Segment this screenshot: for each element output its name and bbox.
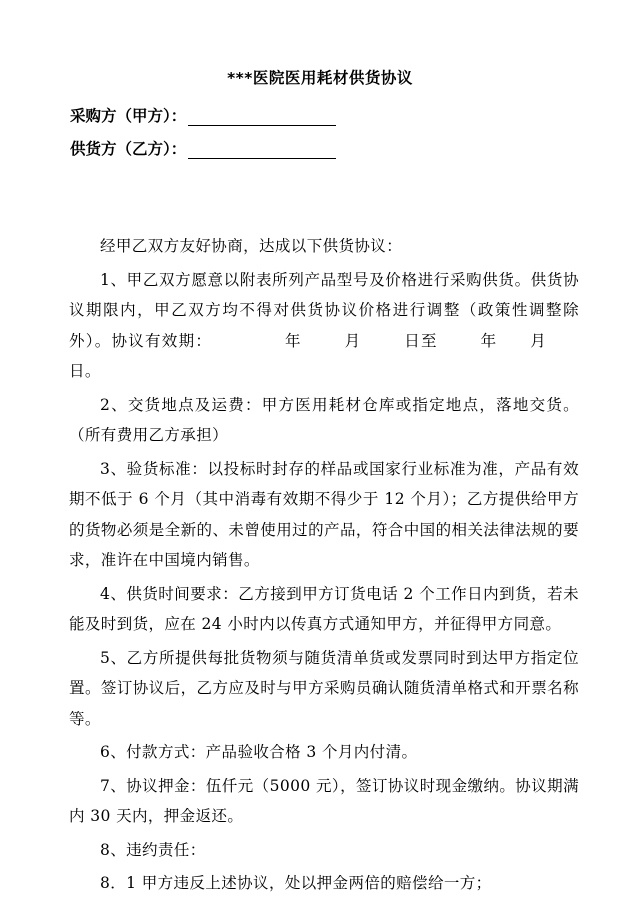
clause-4: 4、供货时间要求：乙方接到甲方订货电话 2 个工作日内到货，若未能及时到货，应在 24 小时内以传真方式通知甲方，并征得甲方同意。: [69, 584, 579, 633]
clause-1: [69, 265, 579, 387]
clause-1-year-1: 年: [284, 331, 302, 350]
clause-2: 2、交货地点及运费：甲方医用耗材仓库或指定地点，落地交货。（所有费用乙方承担）: [69, 395, 579, 444]
clause-1-day-2: 日。: [69, 362, 101, 380]
clause-5: 5、乙方所提供每批货物须与随货清单货或发票同时到达甲方指定位置。签订协议后，乙方应及时与甲方采购员确认随货清单格式和开票名称等。: [69, 648, 579, 728]
clause-8: 8、违约责任：: [100, 840, 206, 859]
party-b-line: [70, 137, 336, 159]
clause-8-1: 8．1 甲方违反上述协议，处以押金两倍的赔偿给一方；: [100, 874, 492, 892]
party-a-line: [70, 104, 336, 126]
party-b-label: 供货方（乙方）：: [70, 140, 187, 158]
clause-1-year-2: 年: [479, 331, 498, 350]
agreement-body: [69, 231, 579, 899]
clause-1-month-1: 月: [343, 331, 362, 350]
clause-1-month-2: 月: [529, 331, 547, 350]
clause-7: 7、协议押金：伍仟元（5000 元），签订协议时现金缴纳。协议期满内 30 天内，押金返还。: [69, 776, 579, 825]
party-b-blank: [188, 141, 336, 159]
intro-paragraph: 经甲乙双方友好协商，达成以下供货协议：: [100, 237, 403, 255]
clause-3: 3、验货标准：以投标时封存的样品或国家行业标准为准，产品有效期不低于 6 个月（其中消毒有效期不得少于 12 个月）；乙方提供给甲方的货物必须是全新的、未曾使用过的产品，符合中国的相关法律法规的要求，准许在中国境内销售。: [69, 459, 579, 569]
clause-1-text: 1、甲乙双方愿意以附表所列产品型号及价格进行采购供货。供货协议期限内，甲乙双方均不得对供货协议价格进行调整（政策性调整除外）。协议有效期：: [69, 270, 579, 350]
party-a-label: 采购方（甲方）：: [70, 107, 187, 125]
document-title: ***医院医用耗材供货协议: [227, 69, 413, 87]
party-a-blank: [188, 108, 336, 126]
clause-1-day-to: 日至: [403, 331, 438, 350]
clause-6: 6、付款方式：产品验收合格 3 个月内付清。: [100, 743, 418, 761]
